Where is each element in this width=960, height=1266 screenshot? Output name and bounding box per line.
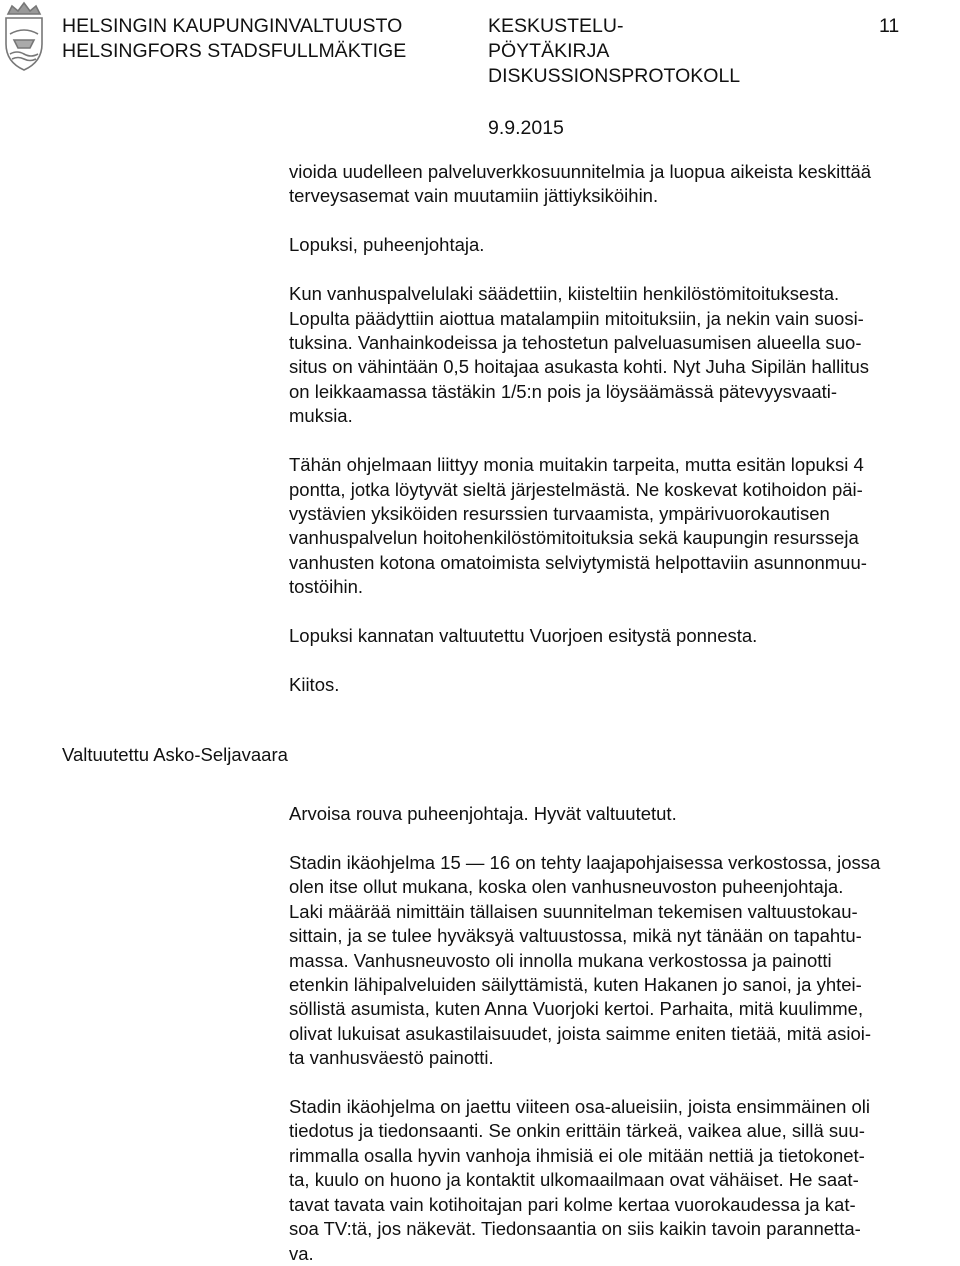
text-line: Stadin ikäohjelma 15 — 16 on tehty laajapohjaisessa verkostossa, jossa bbox=[289, 851, 881, 873]
text-line: Laki määrää nimittäin tällaisen suunnitelman tekemisen valtuustokau- bbox=[289, 900, 858, 922]
paragraph-gap bbox=[289, 600, 955, 625]
page-number: 11 bbox=[879, 15, 900, 37]
speech-text-asko-seljavaara bbox=[289, 802, 955, 1266]
text-line: massa. Vanhusneuvosto oli innolla mukana verkostossa ja painotti bbox=[289, 949, 832, 971]
text-line: vanhuspalvelun hoitohenkilöstömitoituksia sekä kaupungin resursseja bbox=[289, 527, 859, 549]
text-line: tiedotus ja tiedonsaanti. Se onkin erittäin tärkeä, vaikea alue, sillä suu- bbox=[289, 1120, 865, 1142]
text-line: vioida uudelleen palveluverkkosuunnitelmia ja luopua aikeista keskittää bbox=[289, 161, 872, 182]
speech-text-continued bbox=[289, 160, 955, 697]
paragraph-gap bbox=[289, 429, 955, 454]
text-line: söllistä asumista, kuten Anna Vuorjoki kertoi. Parhaita, mitä kuulimme, bbox=[289, 998, 864, 1020]
text-line: pontta, jotka löytyvät sieltä järjestelmästä. Ne koskevat kotihoidon päi- bbox=[289, 478, 863, 500]
text-line: Lopuksi, puheenjohtaja. bbox=[289, 234, 485, 256]
text-line: ta, kuulo on huono ja kontaktit ulkomaailmaan ovat vähäiset. He saat- bbox=[289, 1169, 859, 1191]
text-line: situs on vähintään 0,5 hoitajaa asukasta kohti. Nyt Juha Sipilän hallitus bbox=[289, 356, 870, 378]
document-type-header bbox=[488, 14, 740, 89]
paragraph-gap bbox=[289, 1071, 955, 1096]
text-line: ta vanhusväestö painotti. bbox=[289, 1047, 494, 1069]
paragraph-gap bbox=[289, 209, 955, 234]
text-line: Stadin ikäohjelma on jaettu viiteen osa-alueisiin, joista ensimmäinen oli bbox=[289, 1096, 871, 1118]
text-line: Lopulta päädyttiin aiottua matalampiin mitoituksiin, ja nekin vain suosi- bbox=[289, 307, 864, 329]
text-line: Tähän ohjelmaan liittyy monia muitakin tarpeita, mutta esitän lopuksi 4 bbox=[289, 454, 864, 476]
text-line: on leikkaamassa tästäkin 1/5:n pois ja löysäämässä pätevyysvaati- bbox=[289, 380, 838, 402]
speaker-name: Valtuutettu Asko-Seljavaara bbox=[62, 744, 288, 765]
text-line: olen itse ollut mukana, koska olen vanhusneuvoston puheenjohtaja. bbox=[289, 876, 844, 898]
text-line: va. bbox=[289, 1242, 314, 1264]
helsinki-coat-of-arms-logo bbox=[0, 0, 48, 72]
text-line: soa TV:tä, jos näkevät. Tiedonsaantia on siis kaikin tavoin parannetta- bbox=[289, 1218, 861, 1240]
text-line: Lopuksi kannatan valtuutettu Vuorjoen esitystä ponnesta. bbox=[289, 625, 758, 647]
text-line: terveysasemat vain muutamiin jättiyksiköihin. bbox=[289, 185, 659, 207]
text-line: muksia. bbox=[289, 405, 353, 427]
text-line: Arvoisa rouva puheenjohtaja. Hyvät valtuutetut. bbox=[289, 803, 677, 824]
paragraph-gap bbox=[289, 258, 955, 283]
text-line: Kun vanhuspalvelulaki säädettiin, kiisteltiin henkilöstömitoituksesta. bbox=[289, 283, 840, 305]
text-line: tavat tavata vain kotihoitajan pari kolme kertaa vuorokaudessa ja kat- bbox=[289, 1193, 856, 1215]
text-line: vanhusten kotona omatoimista selviytymistä helpottaviin asunnonmuu- bbox=[289, 551, 867, 573]
organization-header bbox=[62, 14, 406, 64]
document-type-line-1: KESKUSTELU- bbox=[488, 15, 624, 37]
text-line: sittain, ja se tulee hyväksyä valtuustossa, mikä nyt tänään on tapahtu- bbox=[289, 925, 862, 947]
meeting-date: 9.9.2015 bbox=[488, 117, 564, 139]
text-line: rimmalla osalla hyvin vanhoja ihmisiä ei ole mitään nettiä ja tietokonet- bbox=[289, 1144, 865, 1166]
text-line: olivat lukuisat asukastilaisuudet, joista saimme eniten tietää, mitä asioi- bbox=[289, 1022, 872, 1044]
text-line: etenkin lähipalveluiden säilyttämistä, kuten Hakanen jo sanoi, ja yhtei- bbox=[289, 973, 862, 995]
text-line: vystävien yksiköiden resurssien turvaamista, ympärivuorokautisen bbox=[289, 502, 830, 524]
text-line: tuksina. Vanhainkodeissa ja tehostetun palveluasumisen alueella suo- bbox=[289, 332, 862, 354]
organization-name-finnish: HELSINGIN KAUPUNGINVALTUUSTO bbox=[62, 15, 403, 37]
organization-name-swedish: HELSINGFORS STADSFULLMÄKTIGE bbox=[62, 40, 407, 62]
document-type-line-3: DISKUSSIONSPROTOKOLL bbox=[488, 65, 741, 87]
paragraph-gap bbox=[289, 649, 955, 674]
paragraph-gap bbox=[289, 826, 955, 851]
text-line: tostöihin. bbox=[289, 576, 364, 598]
text-line: Kiitos. bbox=[289, 674, 340, 695]
document-type-line-2: PÖYTÄKIRJA bbox=[488, 40, 610, 62]
